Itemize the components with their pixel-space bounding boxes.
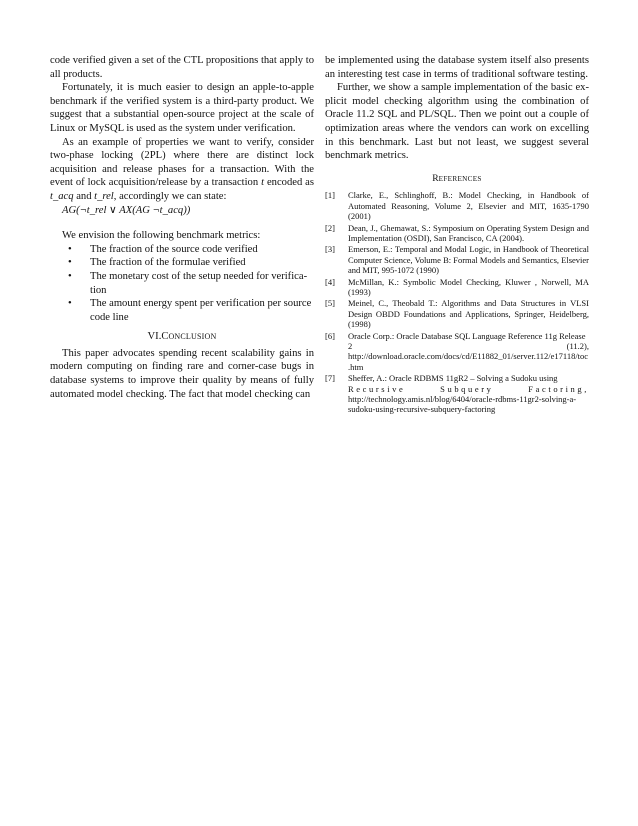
bullet-icon: • <box>68 257 72 269</box>
right-column <box>325 54 589 416</box>
list-item: • The fraction of the source code verified <box>68 243 258 255</box>
variable-t-acq: t_acq <box>50 190 74 202</box>
section-heading-conclusion: VI.CONCLUSION <box>147 331 217 343</box>
bullet-icon: • <box>68 270 72 282</box>
reference-item: [5] Meinel, C., Theobald T.: Algorithms and Data Structures in VLSI Design OBDD Foundations and Applications, Springer, Heidelberg, (1998) <box>325 298 589 330</box>
references-list <box>325 190 589 415</box>
reference-url: http://technology.amis.nl/blog/6404/oracle-rdbms-11gr2-solving-a-sudoku-using-recursive-subquery-factoring <box>348 394 577 415</box>
paragraph-apple-to-apple: Fortunately, it is much easier to design an apple-to-apple benchmark if the verified system is a third-party product. We suggest that a substantial open-source project at the scale of Linux or MySQL is used as the system under verification. <box>50 82 314 134</box>
paragraph-implementation: Further, we show a sample implementation of the basic explicit model checking algorithm using the combination of Oracle 11.2 SQL and PL/SQL. Then we point out a couple of optimization areas where the vendors can work on excelling in this benchmark. Last but not least, we suggest several benchmark metrics. <box>325 82 589 162</box>
references-heading: REFERENCES <box>432 172 482 184</box>
reference-item: [7] Sheffer, A.: Oracle RDBMS 11gR2 – Solving a Sudoku using Recursive Subquery Factoring, http://technology.amis.nl/blog/6404/oracle-rdbms-11gr2-solving-a-sudoku-using-recursive-subquery-factoring <box>325 373 589 415</box>
reference-url: http://download.oracle.com/docs/cd/E11882_01/server.112/e17118/toc.htm <box>348 351 589 372</box>
list-item: • The amount energy spent per verification per source code line <box>68 298 312 323</box>
reference-item: [3] Emerson, E.: Temporal and Modal Logic, in Handbook of Theoretical Computer Science, Volume B: Formal Models and Semantics, Elsevier and MIT, 995-1072 (1990) <box>325 244 589 276</box>
bullet-icon: • <box>68 298 72 310</box>
ctl-formula: AG(¬t_rel ∨ AX(AG ¬t_acq)) <box>62 204 191 216</box>
paragraph-2pl-example: As an example of properties we want to verify, consider two-phase locking (2PL) where there are distinct lock acquisition and release phases for a transaction. With the event of lock acquisition/release by a transaction t encoded as t_acq and t_rel, accordingly we can state: <box>50 136 314 202</box>
metrics-intro: We envision the following benchmark metrics: <box>62 230 261 242</box>
paragraph-continuation-right: be implemented using the database system itself also presents an interesting test case in terms of traditional software testing. <box>325 55 589 80</box>
variable-t-rel: t_rel <box>94 190 114 202</box>
metrics-list <box>50 243 314 325</box>
reference-item: [4] McMillan, K.: Symbolic Model Checking, Kluwer , Norwell, MA (1993) <box>325 276 589 297</box>
reference-item: [2] Dean, J., Ghemawat, S.: Symposium on Operating System Design and Implementation (OSDI), San Francisco, CA (2004). <box>325 222 589 243</box>
left-column <box>50 54 314 401</box>
reference-item: [6] Oracle Corp.: Oracle Database SQL Language Reference 11g Release 2 (11.2), http://download.oracle.com/docs/cd/E11882_01/server.112/e17118/toc.htm <box>325 330 589 372</box>
variable-t: t <box>261 177 265 189</box>
reference-item: [1] Clarke, E., Schlinghoff, B.: Model Checking, in Handbook of Automated Reasoning, Volume 2, Elsevier and MIT, 1635-1790 (2001) <box>325 190 589 222</box>
bullet-icon: • <box>68 243 72 255</box>
list-item: • The monetary cost of the setup needed for verification <box>68 270 308 296</box>
paragraph-conclusion: This paper advocates spending recent scalability gains in modern computing on finding rare and corner-case bugs in database systems to improve their quality by means of fully automated model checking. The fact that model checking can <box>50 347 314 400</box>
list-item: • The fraction of the formulae verified <box>68 257 246 269</box>
paragraph-continuation: code verified given a set of the CTL propositions that apply to all products. <box>50 55 314 80</box>
